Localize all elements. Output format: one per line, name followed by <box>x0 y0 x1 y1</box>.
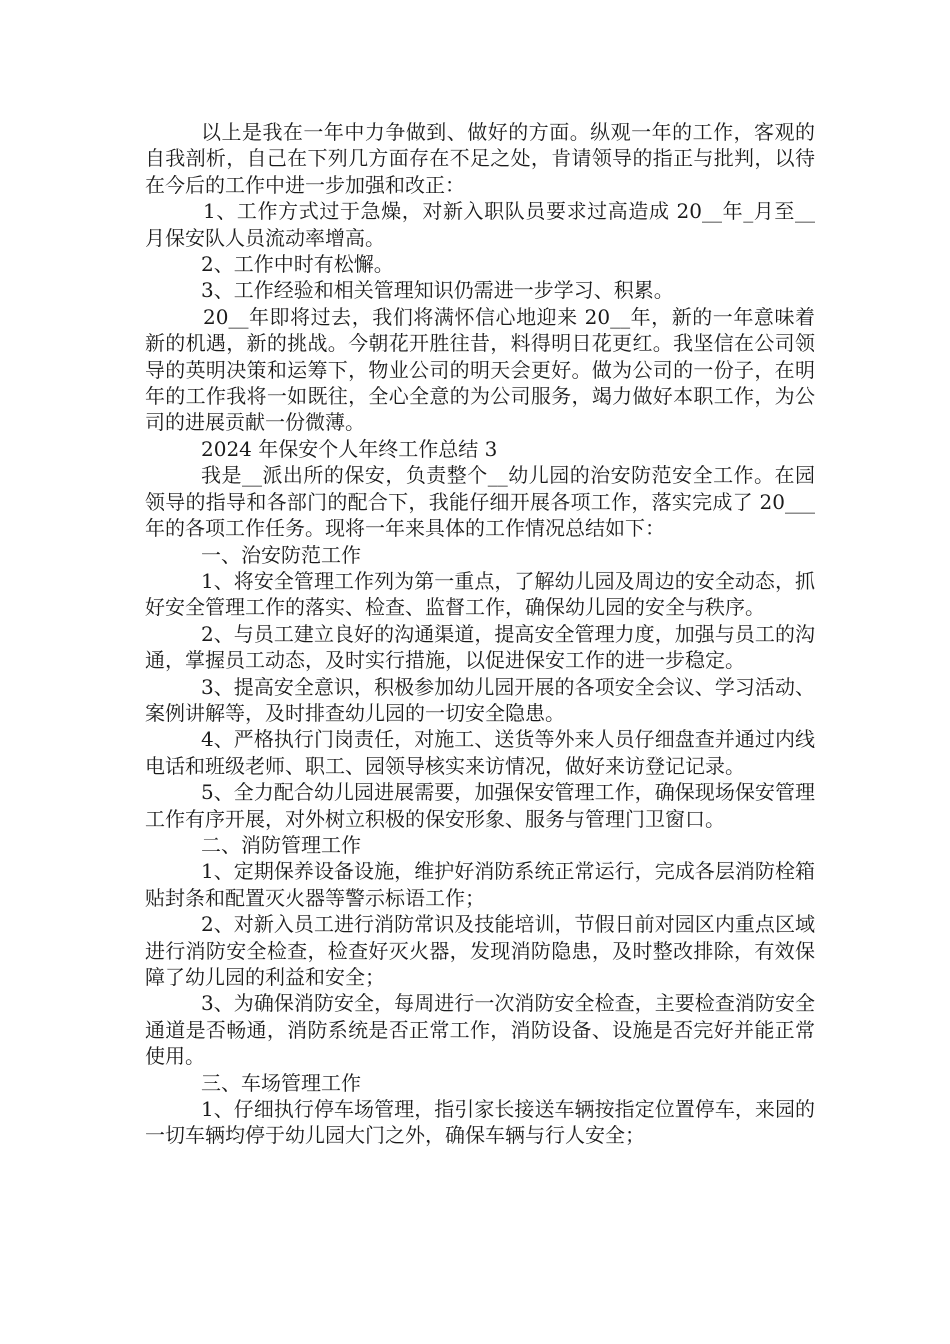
heading-security: 一、治安防范工作 <box>201 542 361 567</box>
paragraph-security-2: 2、与员工建立良好的沟通渠道，提高安全管理力度，加强与员工的沟通，掌握员工动态，及时实行措施，以促进保安工作的进一步稳定。 <box>145 621 815 673</box>
paragraph-fire-3: 3、为确保消防安全，每周进行一次消防安全检查，主要检查消防安全通道是否畅通，消防系统是否正常工作，消防设备、设施是否完好并能正常使用。 <box>145 991 815 1069</box>
paragraph-fire-1: 1、定期保养设备设施，维护好消防系统正常运行，完成各层消防栓箱贴封条和配置灭火器等警示标语工作； <box>145 859 815 910</box>
paragraph-intro: 以上是我在一年中力争做到、做好的方面。纵观一年的工作，客观的自我剖析，自己在下列几方面存在不足之处，肯请领导的指正与批判，以待在今后的工作中进一步加强和改正： <box>145 120 815 197</box>
paragraph-security-5: 5、全力配合幼儿园进展需要，加强保安管理工作，确保现场保安管理工作有序开展，对外树立积极的保安形象、服务与管理门卫窗口。 <box>145 780 815 831</box>
section-title: 2024 年保安个人年终工作总结 3 <box>201 436 498 461</box>
heading-parking: 三、车场管理工作 <box>201 1070 361 1095</box>
paragraph-item-3: 3、工作经验和相关管理知识仍需进一步学习、积累。 <box>201 278 674 303</box>
paragraph-fire-2: 2、对新入员工进行消防常识及技能培训，节假日前对园区内重点区域进行消防安全检查，检查好灭火器，发现消防隐患，及时整改排除，有效保障了幼儿园的利益和安全； <box>145 912 815 989</box>
paragraph-self-intro: 我是__派出所的保安，负责整个__幼儿园的治安防范安全工作。在园领导的指导和各部门的配合下，我能仔细开展各项工作，落实完成了 20___年的各项工作任务。现将一年来具体的工作情况总结如下： <box>145 463 815 541</box>
paragraph-parking-1: 1、仔细执行停车场管理，指引家长接送车辆按指定位置停车，来园的一切车辆均停于幼儿园大门之外，确保车辆与行人安全； <box>145 1097 815 1148</box>
paragraph-security-1: 1、将安全管理工作列为第一重点，了解幼儿园及周边的安全动态，抓好安全管理工作的落实、检查、监督工作，确保幼儿园的安全与秩序。 <box>145 568 815 620</box>
document-page <box>145 119 815 1149</box>
paragraph-security-3: 3、提高安全意识，积极参加幼儿园开展的各项安全会议、学习活动、案例讲解等，及时排查幼儿园的一切安全隐患。 <box>145 674 815 725</box>
paragraph-item-2: 2、工作中时有松懈。 <box>201 252 394 277</box>
paragraph-security-4: 4、严格执行门岗责任，对施工、送货等外来人员仔细盘查并通过内线电话和班级老师、职工、园领导核实来访情况，做好来访登记记录。 <box>145 727 815 778</box>
paragraph-outlook: 20__年即将过去，我们将满怀信心地迎来 20__年，新的一年意味着新的机遇，新的挑战。今朝花开胜往昔，料得明日花更红。我坚信在公司领导的英明决策和运筹下，物业公司的明天会更好。做为公司的一份子，在明年的工作我将一如既往，全心全意的为公司服务，竭力做好本职工作，为公司的进展贡献一份微薄。 <box>145 304 815 435</box>
heading-fire: 二、消防管理工作 <box>201 832 361 857</box>
paragraph-item-1: 1、工作方式过于急燥，对新入职队员要求过高造成 20__年_月至__月保安队人员流动率增高。 <box>145 199 815 250</box>
